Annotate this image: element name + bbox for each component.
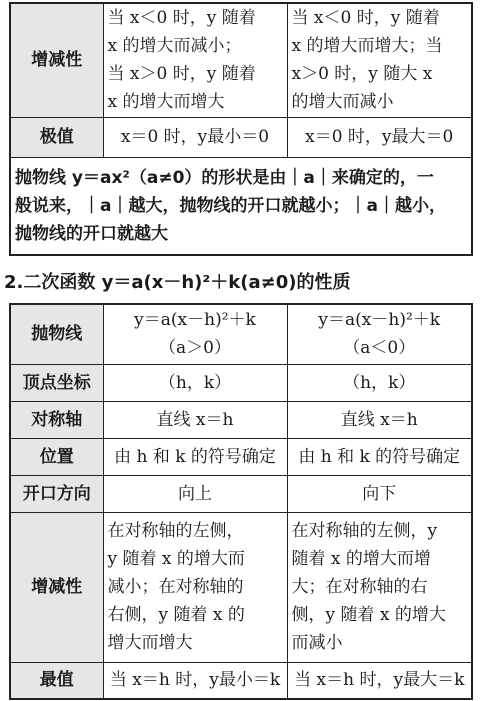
cell-line: 减小；在对称轴的 (107, 577, 244, 597)
cell-line: 增大而增大 (107, 633, 193, 653)
cell-line: 右侧，y 随着 x 的 (107, 605, 245, 625)
cell-a-negative: x＝0 时，y最大＝0 (287, 117, 472, 157)
cell-line: 在对称轴的左侧，y (291, 521, 438, 541)
cell-a-negative: 向下 (287, 475, 472, 512)
table-row (10, 157, 472, 255)
header-line: （a＞0） (159, 338, 231, 359)
row-label: 最值 (10, 662, 103, 699)
cell-a-positive: x＝0 时，y最小＝0 (103, 117, 287, 157)
row-label: 对称轴 (10, 401, 103, 438)
table-row (10, 438, 472, 475)
header-a-positive (103, 304, 287, 364)
header-line: y＝a(x－h)²＋k (318, 310, 441, 331)
cell-line: 在对称轴的左侧， (107, 521, 244, 541)
cell-a-positive (103, 512, 287, 662)
cell-line: y 随着 x 的增大而 (107, 549, 245, 569)
cell-line: x 的增大而增大 (107, 92, 225, 113)
cell-line: 侧，y 随着 x 的增大 (291, 605, 446, 625)
row-label: 顶点坐标 (10, 364, 103, 401)
cell-a-negative (287, 3, 472, 117)
cell-line: 而减小 (291, 633, 343, 653)
cell-line: 当 x＜0 时，y 随着 (107, 8, 256, 29)
table-row (10, 364, 472, 401)
cell-a-negative: 当 x＝h 时，y最大＝k (287, 662, 472, 699)
note-line: 抛物线 y＝ax²（a≠0）的形状是由｜a｜来确定的，一 (15, 167, 434, 188)
cell-a-positive: 当 x＝h 时，y最小＝k (103, 662, 287, 699)
cell-line: 大；在对称轴的右 (291, 577, 428, 597)
properties-table-1 (9, 2, 473, 256)
table-row (10, 662, 472, 699)
row-label: 抛物线 (10, 304, 103, 364)
cell-a-negative (287, 512, 472, 662)
row-label: 增减性 (10, 3, 103, 117)
row-label: 增减性 (10, 512, 103, 662)
row-label: 位置 (10, 438, 103, 475)
cell-line: x 的增大而减小； (107, 36, 242, 57)
cell-line: x＞0 时，y 随大 x (291, 64, 433, 85)
cell-line: 的增大而减小 (291, 92, 394, 113)
row-label: 极值 (10, 117, 103, 157)
cell-line: 当 x＞0 时，y 随着 (107, 64, 256, 85)
cell-line: 随着 x 的增大而增 (291, 549, 431, 569)
cell-line: x 的增大而增大；当 (291, 36, 443, 57)
header-line: y＝a(x－h)²＋k (134, 310, 256, 331)
header-line: （a＜0） (343, 338, 416, 359)
cell-a-positive: 向上 (103, 475, 287, 512)
cell-a-negative: 由 h 和 k 的符号确定 (287, 438, 472, 475)
cell-a-positive: 由 h 和 k 的符号确定 (103, 438, 287, 475)
note-cell (10, 157, 472, 255)
note-line: 般说来，｜a｜越大，抛物线的开口就越小；｜a｜越小， (15, 195, 446, 216)
table-row (10, 512, 472, 662)
table-row (10, 117, 472, 157)
cell-a-positive: （h，k） (103, 364, 287, 401)
table-row (10, 401, 472, 438)
table-row (10, 3, 472, 117)
properties-table-2 (9, 303, 473, 700)
header-a-negative (287, 304, 472, 364)
cell-a-negative: 直线 x＝h (287, 401, 472, 438)
cell-a-positive (103, 3, 287, 117)
table-header-row (10, 304, 472, 364)
row-label: 开口方向 (10, 475, 103, 512)
cell-a-negative: （h，k） (287, 364, 472, 401)
section-heading: 2.二次函数 y＝a(x－h)²＋k(a≠0)的性质 (4, 272, 351, 293)
cell-line: 当 x＜0 时，y 随着 (291, 8, 440, 29)
note-line: 抛物线的开口就越大 (15, 223, 168, 244)
cell-a-positive: 直线 x＝h (103, 401, 287, 438)
table-row (10, 475, 472, 512)
